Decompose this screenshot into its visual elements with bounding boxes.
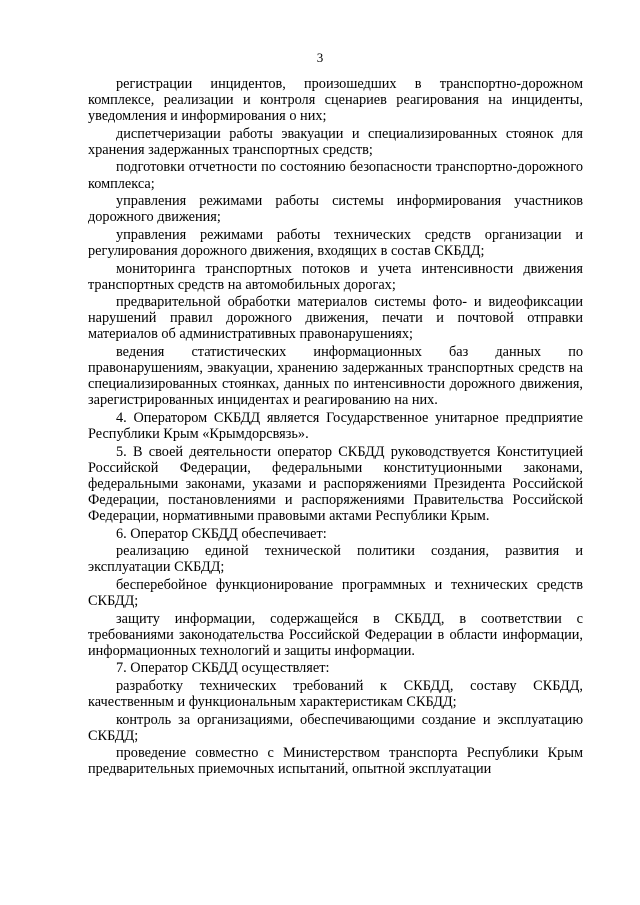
paragraph: бесперебойное функционирование программных и технических средств СКБДД; [88, 576, 583, 609]
paragraph: мониторинга транспортных потоков и учета интенсивности движения транспортных средств на автомобильных дорогах; [88, 260, 583, 293]
paragraph: защиту информации, содержащейся в СКБДД, в соответствии с требованиями законодательства Российской Федерации в области информации, информационных технологий и защиты информации. [88, 610, 583, 659]
paragraph: предварительной обработки материалов системы фото- и видеофиксации нарушений правил дорожного движения, печати и почтовой отправки материалов об административных правонарушениях; [88, 294, 583, 343]
paragraph: 6. Оператор СКБДД обеспечивает: [116, 525, 327, 542]
paragraph: 5. В своей деятельности оператор СКБДД руководствуется Конституцией Российской Федерации, федеральными конституционными законами, федеральными законами, указами и распоряжениями Президента Российской Федерации, постановлениями и распоряжениями Правительства Российской Федерации, нормативными правовыми актами Республики Крым. [88, 443, 583, 524]
paragraph: 4. Оператором СКБДД является Государственное унитарное предприятие Республики Крым «Крымдорсвязь». [88, 409, 583, 442]
paragraph: проведение совместно с Министерством транспорта Республики Крым предварительных приемочных испытаний, опытной эксплуатации [88, 745, 583, 778]
paragraph: реализацию единой технической политики создания, развития и эксплуатации СКБДД; [88, 543, 583, 576]
paragraph: диспетчеризации работы эвакуации и специализированных стоянок для хранения задержанных транспортных средств; [88, 125, 583, 158]
paragraph: ведения статистических информационных баз данных по правонарушениям, эвакуации, хранению задержанных транспортных средств на специализированных стоянках, данных по интенсивности дорожного движения, зарегистрированных инцидентах и реагированию на них. [88, 344, 583, 409]
paragraph: управления режимами работы технических средств организации и регулирования дорожного движения, входящих в состав СКБДД; [88, 226, 583, 259]
paragraph: контроль за организациями, обеспечивающими создание и эксплуатацию СКБДД; [88, 711, 583, 744]
document-body [88, 76, 583, 779]
paragraph: подготовки отчетности по состоянию безопасности транспортно-дорожного комплекса; [88, 159, 583, 192]
paragraph: 7. Оператор СКБДД осуществляет: [116, 660, 330, 677]
page-number: 3 [316, 50, 324, 65]
paragraph: регистрации инцидентов, произошедших в транспортно-дорожном комплексе, реализации и контроля сценариев реагирования на инциденты, уведомления и информирования о них; [88, 76, 583, 125]
paragraph: управления режимами работы системы информирования участников дорожного движения; [88, 193, 583, 226]
paragraph: разработку технических требований к СКБДД, составу СКБДД, качественным и функциональным характеристикам СКБДД; [88, 677, 583, 710]
